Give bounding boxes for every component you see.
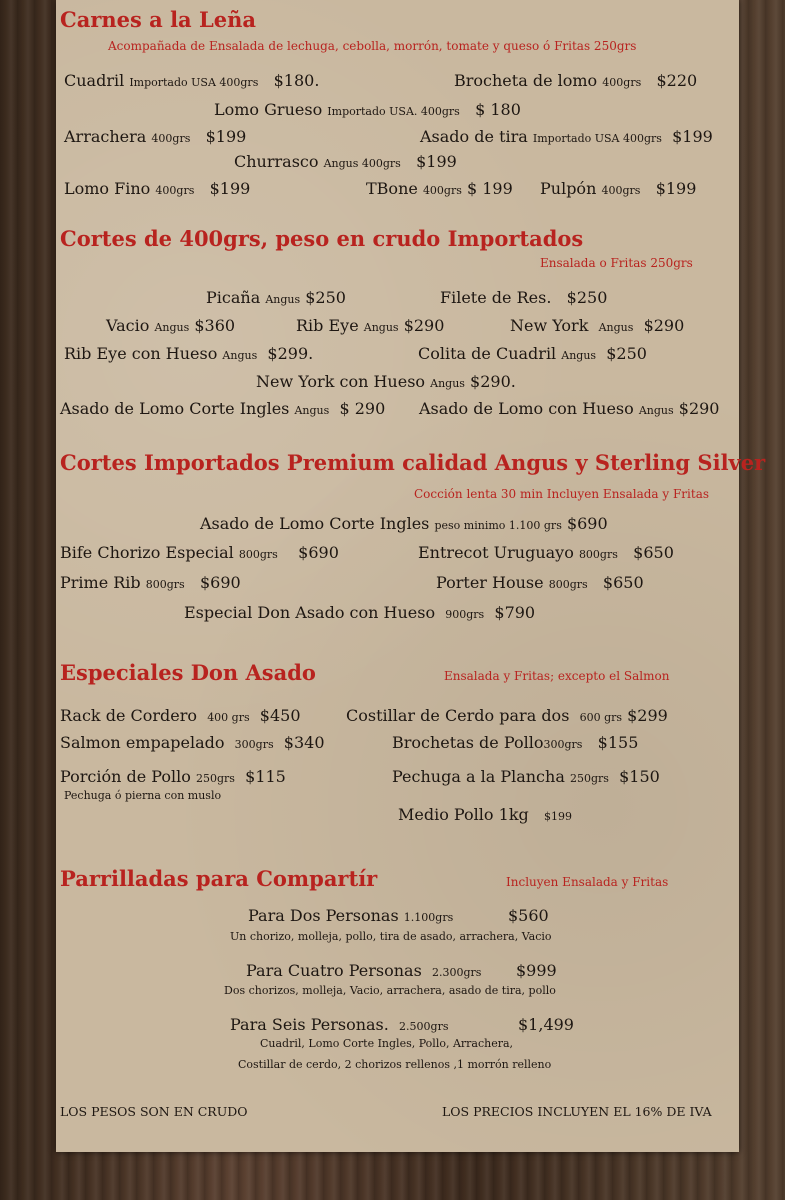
menu-item: Porter House 800grs $650 [436, 573, 644, 592]
section-note-parrilladas: Incluyen Ensalada y Fritas [506, 875, 669, 889]
menu-item: New York Angus $290 [510, 316, 685, 335]
menu-item: Medio Pollo 1kg $199 [398, 805, 573, 824]
section-title-cortes: Cortes de 400grs, peso en crudo Importados [60, 226, 584, 251]
menu-item: Pechuga a la Plancha 250grs $150 [392, 767, 660, 786]
section-title-parrilladas: Parrilladas para Compartír [60, 866, 378, 891]
menu-item: Rib Eye con Hueso Angus $299. [64, 344, 314, 363]
menu-item: Churrasco Angus 400grs $199 [234, 152, 457, 171]
menu-item: Asado de Lomo con Hueso Angus $290 [419, 399, 720, 418]
menu-item: TBone 400grs $ 199 [366, 179, 513, 198]
menu-item-description: Cuadril, Lomo Corte Ingles, Pollo, Arrachera, [260, 1037, 514, 1050]
menu-item: Para Cuatro Personas 2.300grs [246, 961, 482, 980]
menu-item: Cuadril Importado USA 400grs $180. [64, 71, 320, 90]
menu-item: Asado de tira Importado USA 400grs $199 [420, 127, 713, 146]
menu-item: Especial Don Asado con Hueso 900grs $790 [184, 603, 536, 622]
menu-item-subnote: Pechuga ó pierna con muslo [64, 789, 222, 802]
section-title-premium: Cortes Importados Premium calidad Angus y Sterling Silver [60, 450, 766, 475]
menu-item: Porción de Pollo 250grs $115 [60, 767, 286, 786]
menu-item: Picaña Angus $250 [206, 288, 346, 307]
menu-item: Costillar de Cerdo para dos 600 grs $299 [346, 706, 668, 725]
menu-item: Asado de Lomo Corte Ingles Angus $ 290 [60, 399, 386, 418]
wood-background-right [739, 0, 785, 1200]
menu-item: Colita de Cuadril Angus $250 [418, 344, 647, 363]
menu-item: Rib Eye Angus $290 [296, 316, 445, 335]
menu-item: Asado de Lomo Corte Ingles peso minimo 1.100 grs $690 [200, 514, 608, 533]
menu-item: New York con Hueso Angus $290. [256, 372, 516, 391]
menu-item: Arrachera 400grs $199 [64, 127, 247, 146]
section-note-especiales: Ensalada y Fritas; excepto el Salmon [444, 669, 670, 683]
menu-item: Rack de Cordero 400 grs $450 [60, 706, 301, 725]
menu-item: Salmon empapelado 300grs $340 [60, 733, 325, 752]
menu-item: Lomo Fino 400grs $199 [64, 179, 251, 198]
menu-item: Pulpón 400grs $199 [540, 179, 697, 198]
section-note-cortes: Ensalada o Fritas 250grs [540, 256, 693, 270]
menu-item-description: Un chorizo, molleja, pollo, tira de asado, arrachera, Vacio [230, 930, 552, 943]
menu-item: Lomo Grueso Importado USA. 400grs $ 180 [214, 100, 521, 119]
menu-item: Filete de Res. $250 [440, 288, 608, 307]
section-note-premium: Cocción lenta 30 min Incluyen Ensalada y Fritas [414, 487, 710, 501]
menu-item-price: $1,499 [518, 1015, 574, 1034]
menu-item: Prime Rib 800grs $690 [60, 573, 241, 592]
menu-item: Brochetas de Pollo300grs $155 [392, 733, 639, 752]
section-note-carnes: Acompañada de Ensalada de lechuga, cebolla, morrón, tomate y queso ó Fritas 250grs [108, 39, 637, 53]
menu-item: Brocheta de lomo 400grs $220 [454, 71, 698, 90]
menu-item-description: Costillar de cerdo, 2 chorizos rellenos ,1 morrón relleno [238, 1058, 552, 1071]
menu-item-description: Dos chorizos, molleja, Vacio, arrachera, asado de tira, pollo [224, 984, 556, 997]
footer-tax-note: LOS PRECIOS INCLUYEN EL 16% DE IVA [442, 1104, 712, 1119]
menu-item-price: $999 [516, 961, 557, 980]
menu-paper [56, 0, 766, 1152]
menu-item: Entrecot Uruguayo 800grs $650 [418, 543, 674, 562]
menu-item: Para Dos Personas 1.100grs [248, 906, 454, 925]
menu-item: Para Seis Personas. 2.500grs [230, 1015, 449, 1034]
footer-weights-note: LOS PESOS SON EN CRUDO [60, 1104, 248, 1119]
wood-background-left [0, 0, 56, 1200]
menu-item-price: $560 [508, 906, 549, 925]
menu-item: Vacio Angus $360 [106, 316, 236, 335]
section-title-especiales: Especiales Don Asado [60, 660, 316, 685]
menu-item: Bife Chorizo Especial 800grs $690 [60, 543, 339, 562]
section-title-carnes: Carnes a la Leña [60, 7, 256, 32]
